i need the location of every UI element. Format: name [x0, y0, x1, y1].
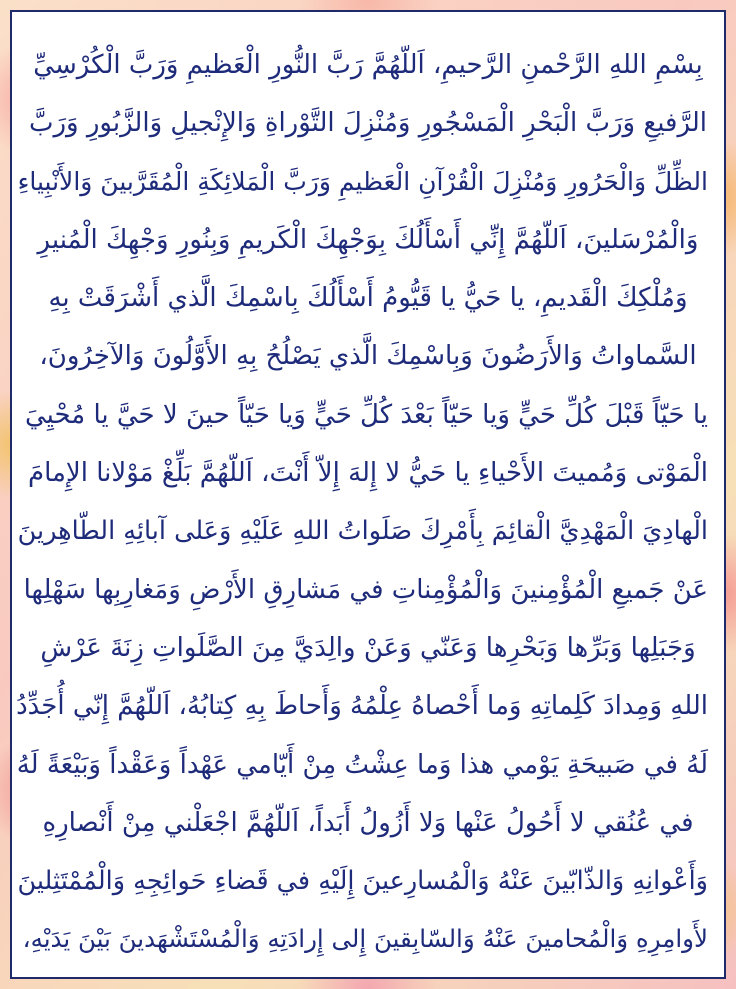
text-line: لَهُ في صَبيحَةِ يَوْمي هذا وَما عِشْتُ مِنْ أَيّامي عَهْداً وَعَقْداً وَبَيْعَةً لَهُ — [16, 749, 708, 780]
text-line: وَأَعْوانِهِ وَالذّابّينَ عَنْهُ وَالْمُسارِعينَ إِلَيْهِ في قَضاءِ حَوائِجِهِ وَالْمُمْتَثِلينَ — [17, 866, 708, 897]
text-line: الْمَوْتى وَمُميتَ الأَحْياءِ يا حَيُّ لا إِلهَ إِلاّ أَنْتَ، اَللّهُمَّ بَلِّغْ مَوْلانا الإِمامَ — [27, 458, 708, 489]
text-line: لأَوامِرِهِ وَالْمُحامينَ عَنْهُ وَالسّابِقينَ إِلى إِرادَتِهِ وَالْمُسْتَشْهَدينَ بَيْنَ يَدَيْهِ، — [22, 924, 708, 954]
text-line: الرَّفيعِ وَرَبَّ الْبَحْرِ الْمَسْجُورِ وَمُنْزِلَ التَّوْراةِ وَالإِنْجيلِ وَالزَّبُورِ وَرَبَّ — [29, 108, 707, 139]
text-line: الْهادِيَ الْمَهْدِيَّ الْقائِمَ بِأَمْرِكَ صَلَواتُ اللهِ عَلَيْهِ وَعَلى آبائِهِ الطّاهِرينَ — [17, 516, 708, 547]
text-line: الظِّلِّ وَالْحَرُورِ وَمُنْزِلَ الْقُرْآنِ الْعَظيمِ وَرَبَّ الْمَلائِكَةِ الْمُقَرَّبينَ وَالأَنْبِياءِ — [17, 166, 708, 196]
text-line: وَجَبَلِها وَبَرِّها وَبَحْرِها وَعَنّي وَعَنْ والِدَيَّ مِنَ الصَّلَواتِ زِنَةَ عَرْشِ — [40, 632, 696, 663]
text-line: بِسْمِ اللهِ الرَّحْمنِ الرَّحيمِ، اَللّهُمَّ رَبَّ النُّورِ الْعَظيمِ وَرَبَّ الْكُرْسِيِّ — [33, 50, 703, 80]
text-line: يا حَيّاً قَبْلَ كُلِّ حَيٍّ وَيا حَيّاً بَعْدَ كُلِّ حَيٍّ وَيا حَيّاً حينَ لا حَيَّ يا مُحْيِيَ — [24, 399, 708, 430]
text-line: وَمُلْكِكَ الْقَديمِ، يا حَيُّ يا قَيُّومُ أَسْأَلُكَ بِاسْمِكَ الَّذي أَشْرَقَتْ بِهِ — [48, 283, 688, 314]
text-line: في عُنُقي لا أَحُولُ عَنْها وَلا أَزُولُ أَبَداً، اَللّهُمَّ اجْعَلْني مِنْ أَنْصارِهِ — [42, 807, 694, 838]
prayer-text — [12, 36, 724, 969]
text-line: عَنْ جَميعِ الْمُؤْمِنينَ وَالْمُؤْمِناتِ في مَشارِقِ الأَرْضِ وَمَغارِبِها سَهْلِها — [23, 574, 708, 605]
text-line: اللهِ وَمِدادَ كَلِماتِهِ وَما أَحْصاهُ عِلْمُهُ وَأَحاطَ بِهِ كِتابُهُ، اَللّهُمَّ إِنّي أُجَدِّدُ — [16, 691, 708, 722]
document-page — [10, 10, 726, 979]
text-line: وَالْمُرْسَلينَ، اَللّهُمَّ إِنِّي أَسْأَلُكَ بِوَجْهِكَ الْكَريمِ وَبِنُورِ وَجْهِكَ الْمُنيرِ — [37, 224, 699, 255]
text-line: السَّماواتُ وَالأَرَضُونَ وَبِاسْمِكَ الَّذي يَصْلُحُ بِهِ الأَوَّلُونَ وَالآخِرُونَ، — [39, 341, 697, 372]
